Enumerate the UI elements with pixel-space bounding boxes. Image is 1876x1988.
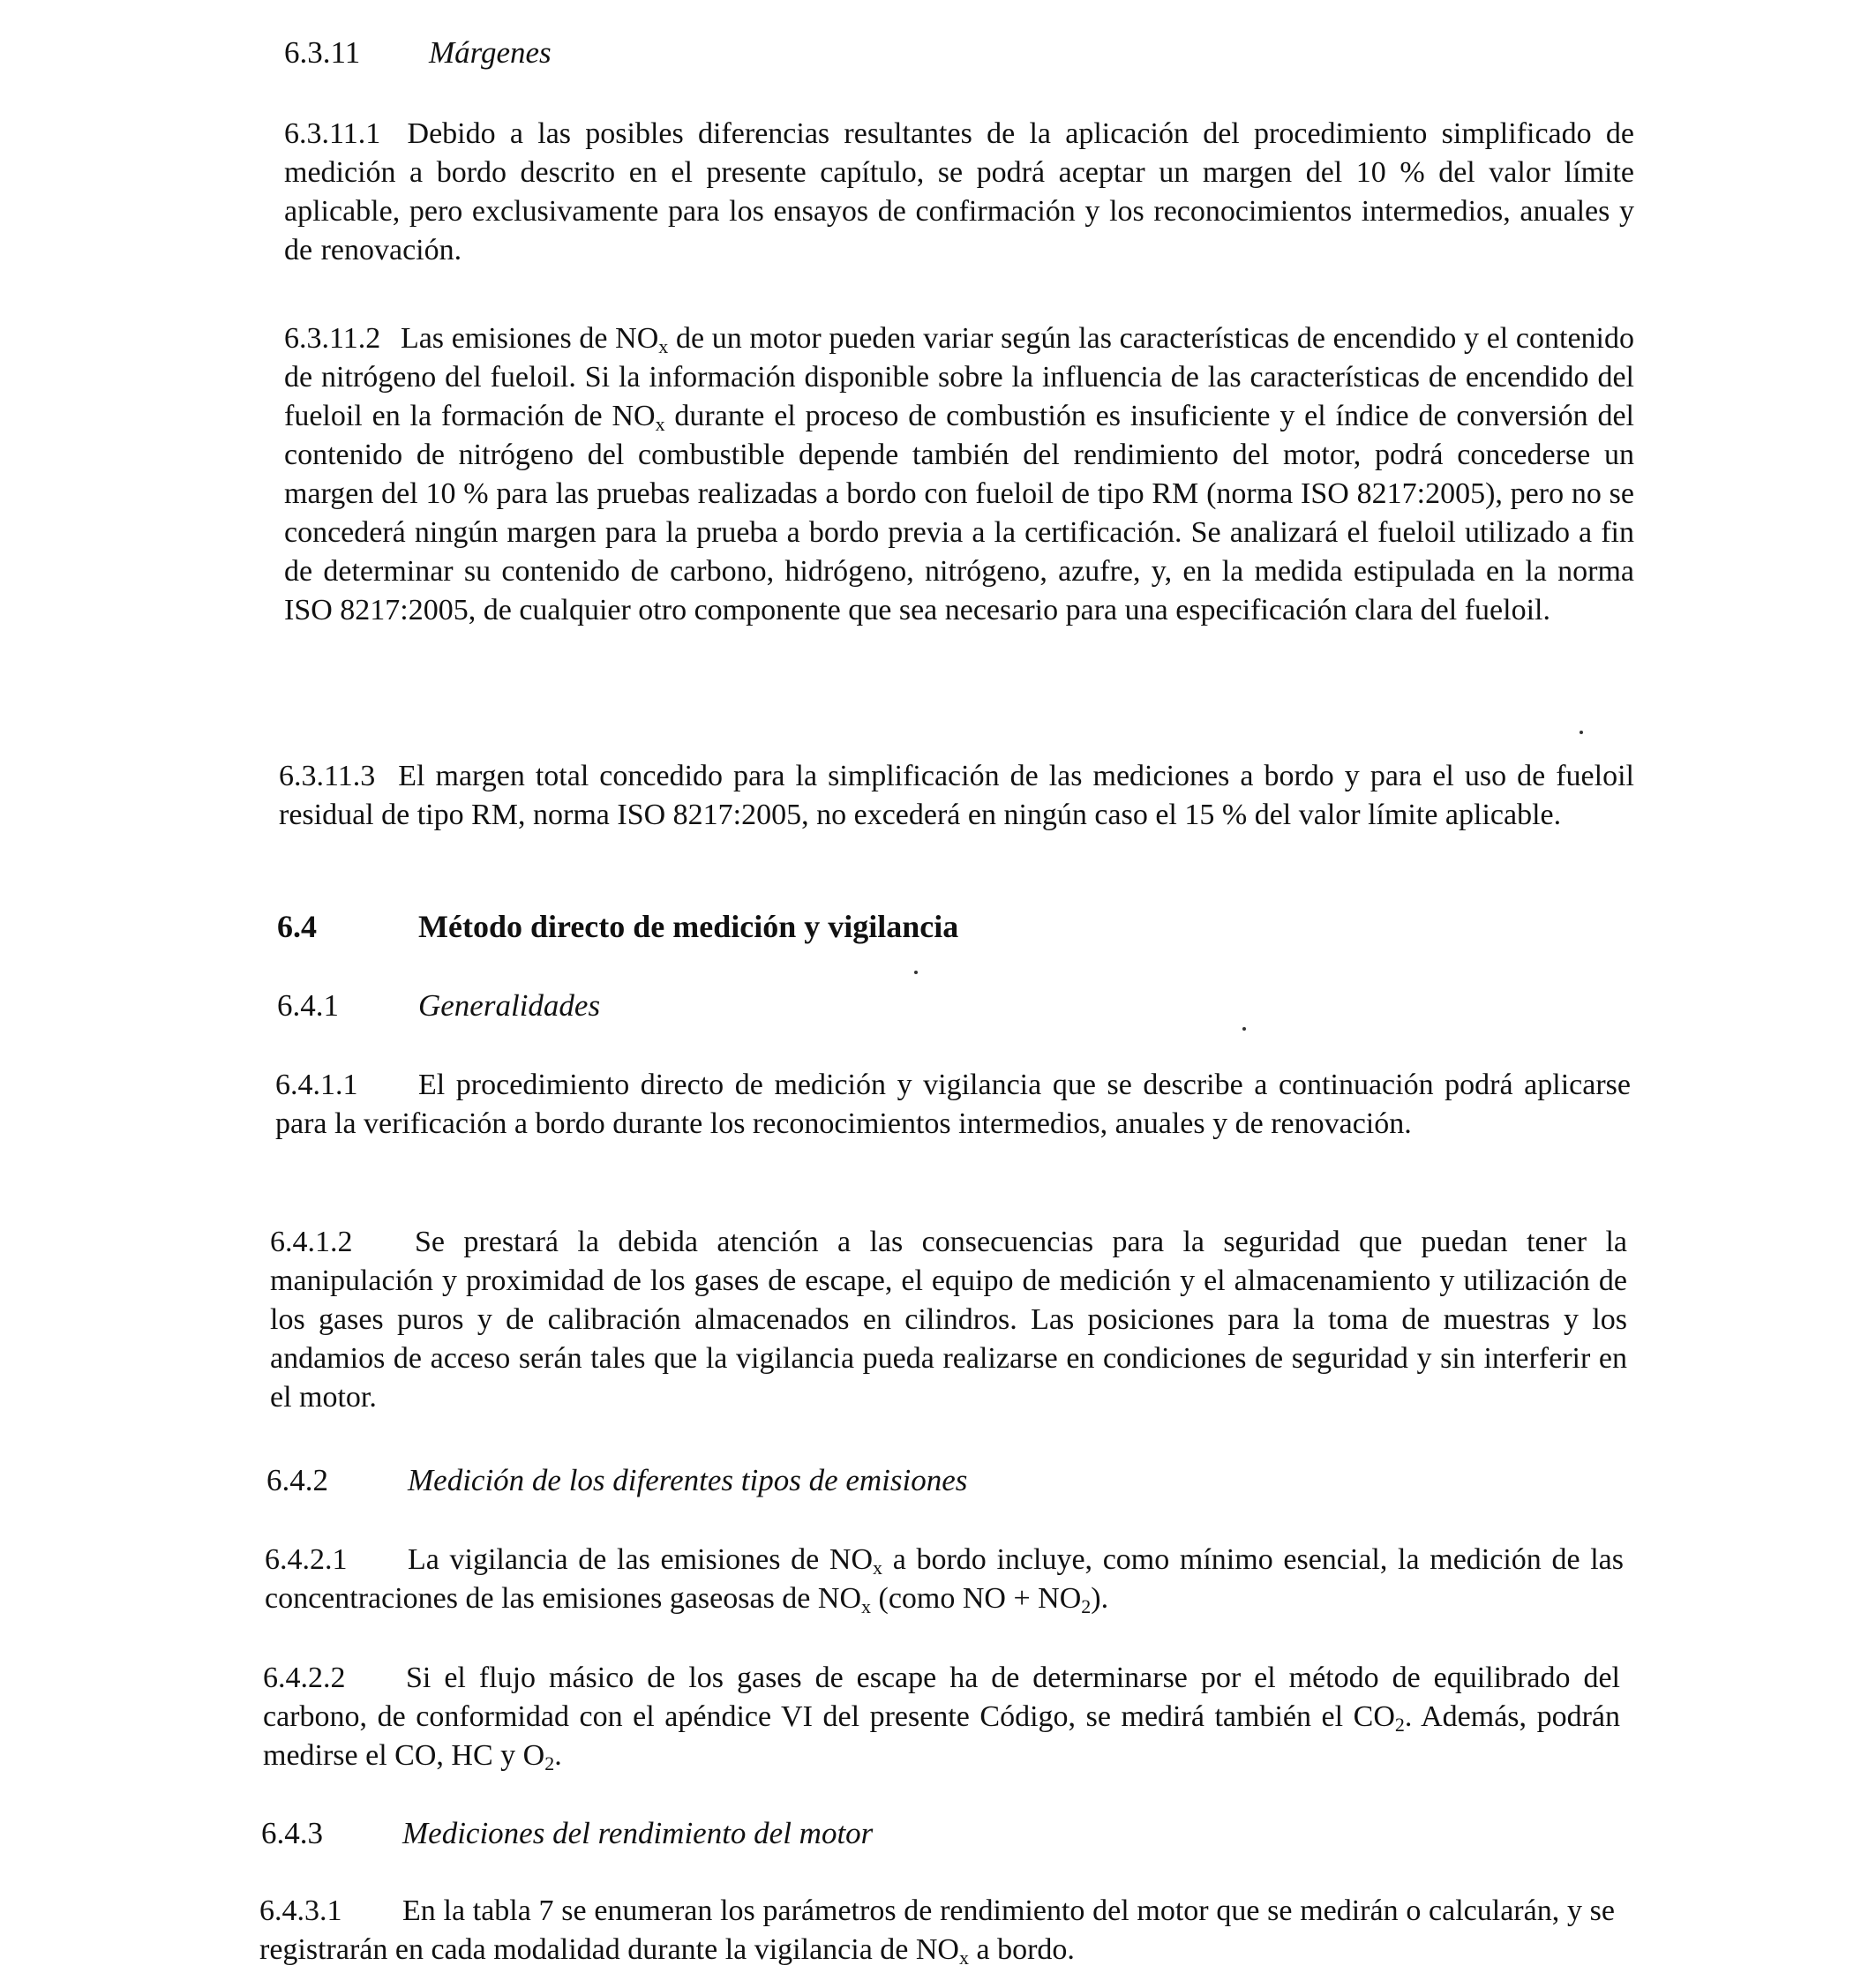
subscript-x: x — [655, 413, 665, 435]
paragraph-6-4-3-1 — [259, 1892, 1615, 1969]
scan-speck — [914, 971, 918, 974]
paragraph-text-b: . Además, podrán medirse el CO, HC y O — [263, 1700, 1620, 1772]
section-number: 6.4.3 — [261, 1816, 323, 1850]
section-title: Mediciones del rendimiento del motor — [402, 1816, 874, 1850]
paragraph-number: 6.4.1.2 — [270, 1226, 353, 1258]
heading-6-4-3 — [261, 1814, 873, 1853]
paragraph-text-b: de un motor pueden variar según las características de encendido y el contenido de nitrógeno del fueloil. Si la información disponible sobre la influencia de las características de encendido del fueloil en la formación de NO — [284, 322, 1634, 432]
scan-speck — [1242, 1027, 1246, 1031]
heading-6-4 — [277, 907, 958, 946]
paragraph-6-4-2-2 — [263, 1659, 1620, 1775]
subscript-x: x — [873, 1557, 883, 1579]
paragraph-6-3-11-1 — [284, 115, 1634, 270]
paragraph-text: Se prestará la debida atención a las consecuencias para la seguridad que puedan tener la manipulación y proximidad de los gases de escape, el equipo de medición y el almacenamiento y utilización de los gases puros y de calibración almacenados en cilindros. Las posiciones para la toma de muestras y los andamios de acceso serán tales que la vigilancia pueda realizarse en condiciones de seguridad y sin interferir en el motor. — [270, 1226, 1627, 1414]
subscript-x: x — [959, 1947, 969, 1969]
paragraph-text: El procedimiento directo de medición y vigilancia que se describe a continuación podrá aplicarse para la verificación a bordo durante los reconocimientos intermedios, anuales y de renovación. — [275, 1069, 1631, 1140]
subscript-x: x — [861, 1595, 871, 1617]
subscript-x: x — [658, 335, 669, 357]
paragraph-text-b: a bordo incluye, como mínimo esencial, la medición de las concentraciones de las emisiones gaseosas de NO — [265, 1543, 1624, 1615]
paragraph-number: 6.4.2.2 — [263, 1662, 346, 1694]
paragraph-text: El margen total concedido para la simplificación de las mediciones a bordo y para el uso de fueloil residual de tipo RM, norma ISO 8217:2005, no excederá en ningún caso el 15 % del valor límite aplicable. — [279, 760, 1634, 831]
subscript-2: 2 — [1394, 1714, 1405, 1736]
paragraph-text-c: durante el proceso de combustión es insuficiente y el índice de conversión del contenido de nitrógeno del combustible depende también del rendimiento del motor, podrá concederse un margen del 10 % para las pruebas realizadas a bordo con fueloil de tipo RM (norma ISO 8217:2005), pero no se concederá ningún margen para la prueba a bordo previa a la certificación. Se analizará el fueloil utilizado a fin de determinar su contenido de carbono, hidrógeno, nitrógeno, azufre, y, en la medida estipulada en la norma ISO 8217:2005, de cualquier otro componente que sea necesario para una especificación clara del fueloil. — [284, 400, 1635, 626]
scan-speck — [1580, 731, 1583, 734]
subscript-2: 2 — [544, 1752, 555, 1774]
paragraph-number: 6.3.11.3 — [279, 760, 376, 792]
paragraph-6-4-1-2 — [270, 1223, 1627, 1417]
paragraph-text-c: (como NO + NO — [871, 1582, 1082, 1615]
paragraph-text-a: En la tabla 7 se enumeran los parámetros de rendimiento del motor que se medirán o calcularán, y se registrarán en cada modalidad durante la vigilancia de NO — [259, 1894, 1615, 1966]
paragraph-number: 6.3.11.2 — [284, 322, 381, 355]
heading-6-4-2 — [266, 1461, 967, 1500]
heading-6-4-1 — [277, 986, 600, 1025]
paragraph-6-4-1-1 — [275, 1066, 1631, 1144]
section-number: 6.4 — [277, 909, 317, 944]
section-title: Generalidades — [418, 988, 601, 1023]
section-number: 6.4.1 — [277, 988, 339, 1023]
paragraph-text-d: ). — [1091, 1582, 1109, 1615]
paragraph-6-3-11-3 — [279, 757, 1634, 835]
subscript-2: 2 — [1081, 1595, 1092, 1617]
paragraph-text-a: Si el flujo másico de los gases de escape ha de determinarse por el método de equilibrado del carbono, de conformidad con el apéndice VI del presente Código, se medirá también el CO — [263, 1662, 1620, 1733]
section-title: Márgenes — [429, 35, 552, 70]
section-title: Medición de los diferentes tipos de emisiones — [408, 1463, 968, 1497]
paragraph-text-c: . — [554, 1739, 562, 1772]
paragraph-6-4-2-1 — [265, 1541, 1624, 1618]
paragraph-number: 6.4.2.1 — [265, 1543, 348, 1576]
paragraph-number: 6.3.11.1 — [284, 117, 381, 150]
section-number: 6.3.11 — [284, 35, 361, 70]
paragraph-text-a: La vigilancia de las emisiones de NO — [408, 1543, 874, 1576]
paragraph-6-3-11-2 — [284, 319, 1634, 630]
paragraph-text-b: a bordo. — [969, 1933, 1075, 1966]
section-number: 6.4.2 — [266, 1463, 328, 1497]
heading-6-3-11 — [284, 34, 552, 72]
paragraph-text-a: Las emisiones de NO — [400, 322, 659, 355]
paragraph-number: 6.4.1.1 — [275, 1069, 358, 1101]
section-title: Método directo de medición y vigilancia — [418, 909, 959, 944]
paragraph-text: Debido a las posibles diferencias resultantes de la aplicación del procedimiento simplificado de medición a bordo descrito en el presente capítulo, se podrá aceptar un margen del 10 % del valor límite aplicable, pero exclusivamente para los ensayos de confirmación y los reconocimientos intermedios, anuales y de renovación. — [284, 117, 1635, 266]
paragraph-number: 6.4.3.1 — [259, 1894, 342, 1927]
